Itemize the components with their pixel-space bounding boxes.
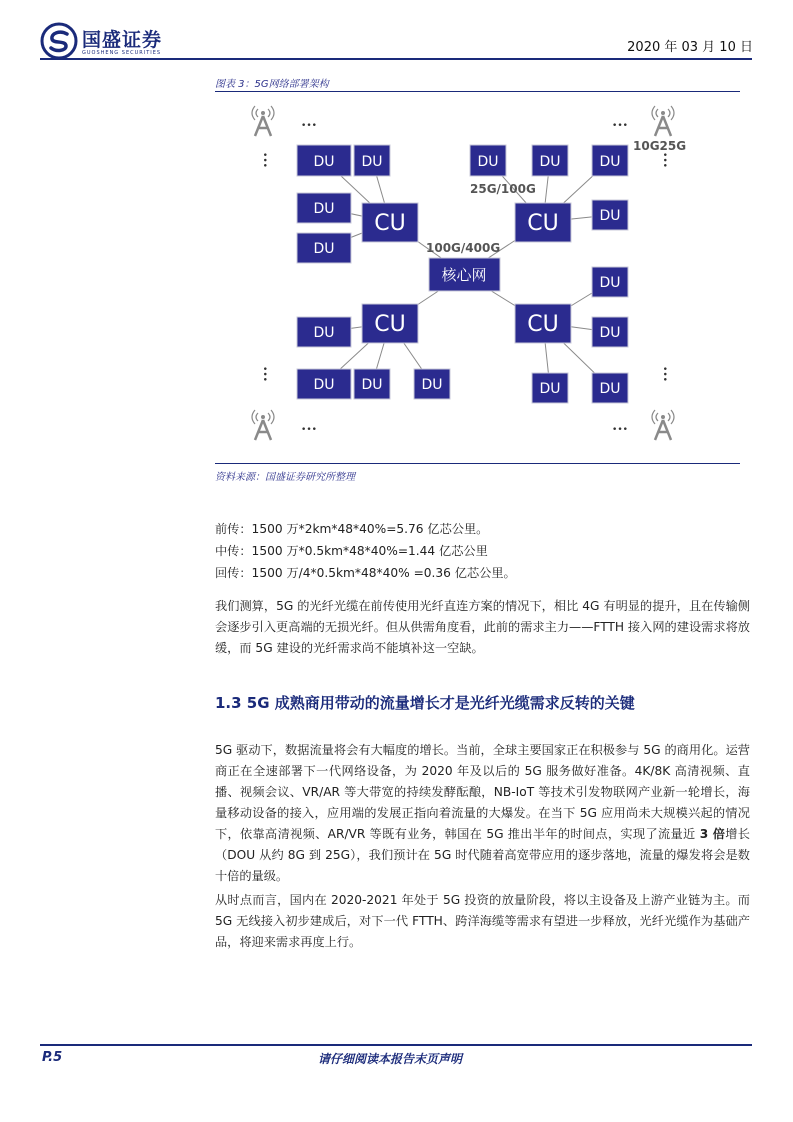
paragraph-emphasis: 3 倍 — [699, 827, 726, 841]
ellipsis-vertical: ••• — [659, 152, 669, 168]
calc-midhaul: 中传：1500 万*0.5km*48*40%=1.44 亿芯公里 — [215, 544, 488, 558]
du-node: DU — [313, 377, 335, 393]
cu-node: CU — [374, 211, 406, 236]
header-divider — [40, 58, 752, 60]
core-network-node: 核心网 — [441, 266, 487, 284]
du-node: DU — [313, 154, 335, 170]
du-node: DU — [361, 377, 383, 393]
calc-fronthaul: 前传：1500 万*2km*48*40%=5.76 亿芯公里。 — [215, 522, 489, 536]
ellipsis-vertical: ••• — [259, 152, 269, 168]
cu-link-speed-label: 25G/100G — [470, 182, 536, 196]
du-node: DU — [599, 381, 621, 397]
logo-name: 国盛证券 — [82, 29, 163, 51]
du-node: DU — [539, 381, 561, 397]
cu-node: CU — [527, 312, 559, 337]
network-architecture-diagram — [215, 92, 740, 462]
page-number: P.5 — [42, 1050, 63, 1065]
ellipsis-horizontal: ••• — [301, 425, 317, 435]
ellipsis-horizontal: ••• — [612, 425, 628, 435]
report-date: 2020 年 03 月 10 日 — [627, 40, 753, 55]
ellipsis-horizontal: ••• — [301, 121, 317, 131]
du-node: DU — [599, 154, 621, 170]
du-node: DU — [421, 377, 443, 393]
paragraph-investment-timing: 从时点而言，国内在 2020-2021 年处于 5G 投资的放量阶段，将以主设备及上游产业链为主。而 5G 无线接入初步建成后，对下一代 FTTH、跨洋海缆等需求有望进一步释放，光纤光缆作为基础产品，将迎来需求再度上行。 — [215, 893, 750, 949]
paragraph-demand-analysis: 我们测算，5G 的光纤光缆在前传使用光纤直连方案的情况下，相比 4G 有明显的提升，且在传输侧会逐步引入更高端的无损光纤。但从供需角度看，此前的需求主力——FTTH 接入网的建设需求将放缓，而 5G 建设的光纤需求尚不能填补这一空缺。 — [215, 599, 750, 655]
core-link-speed-label: 100G/400G — [426, 241, 501, 255]
antenna-icon — [252, 410, 274, 440]
du-node: DU — [477, 154, 499, 170]
du-node: DU — [313, 201, 335, 217]
calc-backhaul: 回传：1500 万/4*0.5km*48*40% =0.36 亿芯公里。 — [215, 566, 516, 580]
du-node: DU — [599, 208, 621, 224]
figure-title: 图表 3：5G网络部署架构 — [215, 79, 329, 90]
cu-node: CU — [527, 211, 559, 236]
ellipsis-vertical: ••• — [259, 366, 269, 382]
du-node: DU — [361, 154, 383, 170]
logo-mark-icon — [40, 22, 78, 60]
paragraph-traffic-growth — [215, 740, 750, 887]
logo-english-name: GUOSHENG SECURITIES — [82, 50, 162, 56]
disclaimer-note: 请仔细阅读本报告末页声明 — [318, 1052, 463, 1066]
footer-divider — [40, 1044, 752, 1046]
du-node: DU — [313, 325, 335, 341]
antenna-icon — [252, 106, 274, 136]
section-heading: 1.3 5G 成熟商用带动的流量增长才是光纤光缆需求反转的关键 — [215, 694, 635, 712]
ellipsis-horizontal: ••• — [612, 121, 628, 131]
figure-source: 资料来源：国盛证券研究所整理 — [215, 472, 355, 483]
company-logo — [40, 22, 180, 62]
figure-bottom-rule — [215, 463, 740, 464]
antenna-icon — [652, 106, 674, 136]
du-node: DU — [599, 275, 621, 291]
du-link-speed-label: 10G25G — [633, 139, 687, 153]
ellipsis-vertical: ••• — [659, 366, 669, 382]
du-node: DU — [313, 241, 335, 257]
paragraph-text: 增长（DOU 从约 8G 到 25G），我们预计在 5G 时代随着高宽带应用的逐步落地，流量的爆发将会是数十倍的量级。 — [215, 827, 750, 883]
paragraph-text: 5G 驱动下，数据流量将会有大幅度的增长。当前，全球主要国家正在积极参与 5G 的商用化。运营商正在全速部署下一代网络设备，为 2020 年及以后的 5G 服务做好准备。4K/8K 高清视频、直播、视频会议、VR/AR 等大带宽的持续发酵酝酿，NB-IoT 等技术引发物联网产业新一轮增长，海量移动设备的接入，应用端的发展正指向着流量的大爆发。在当下 5G 应用尚未大规模兴起的情况下，依靠高清视频、AR/VR 等既有业务，韩国在 5G 推出半年的时间点，实现了流量近 — [215, 743, 750, 841]
du-node: DU — [539, 154, 561, 170]
antenna-icon — [652, 410, 674, 440]
du-node: DU — [599, 325, 621, 341]
cu-node: CU — [374, 312, 406, 337]
